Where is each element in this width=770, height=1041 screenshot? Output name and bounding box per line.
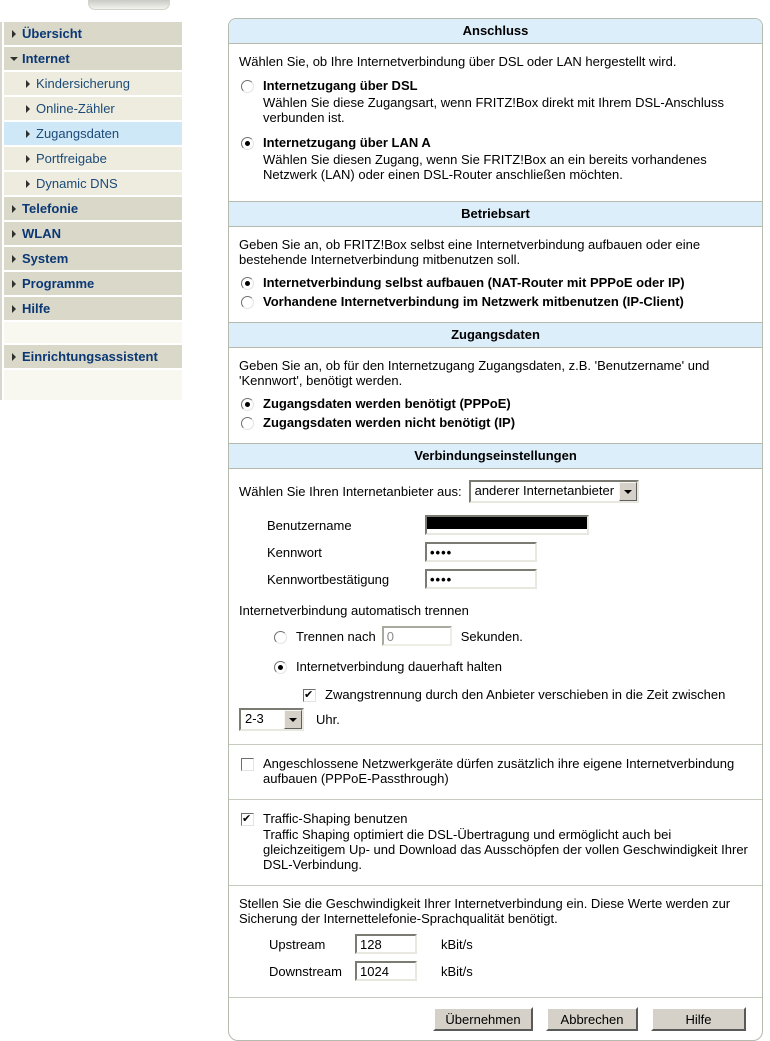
option-label: Internetzugang über DSL [263,78,418,93]
sidebar-item-zugangsdaten[interactable] [4,122,182,145]
chevron-right-icon [26,130,30,138]
chevron-right-icon [26,80,30,88]
radio-internetzugang-lan[interactable] [241,137,254,150]
sidebar-item-system[interactable] [4,247,182,270]
checkbox-pppoe-passthrough[interactable] [241,758,254,771]
provider-select-value: anderer Internetanbieter [474,483,615,498]
zugangsdaten-intro-text: Geben Sie an, ob für den Internetzugang Zugangsdaten, z.B. 'Benutzername' und 'Kennwort', benötigt werden. [239,358,710,388]
sidebar-spacer [4,370,182,400]
chevron-right-icon [26,105,30,113]
option-label: Internetzugang über LAN A [263,135,431,150]
sidebar-item-label: Einrichtungsassistent [22,349,158,364]
chevron-right-icon [12,230,16,238]
section-header-verbindungseinstellungen: Verbindungseinstellungen [229,443,762,469]
option-nat-router [239,275,752,290]
forced-disconnect-time-row [239,708,752,731]
provider-select[interactable] [469,480,639,503]
disconnect-after-row [272,626,752,646]
forced-disconnect-suffix: Uhr. [316,712,340,727]
password-confirm-row [267,569,752,589]
sidebar-item-internet[interactable] [4,47,182,70]
password-label: Kennwort [267,544,322,560]
sidebar-item-label: Dynamic DNS [36,176,118,191]
chevron-down-icon [10,57,18,61]
sidebar-item-label: Online-Zähler [36,101,115,116]
downstream-unit: kBit/s [441,963,473,979]
chevron-right-icon [12,255,16,263]
traffic-shaping-desc: Traffic Shaping optimiert die DSL-Übertragung und ermöglicht auch bei gleichzeitigem Up- und Download das Ausschöpfen der vollen Geschwindigkeit Ihrer DSL-Verbindung. [263,827,748,872]
section-header-anschluss: Anschluss [229,19,762,44]
option-label: Zugangsdaten werden nicht benötigt (IP) [263,415,516,430]
section-verbindungseinstellungen [229,469,762,744]
fritzbox-logo-fragment [88,0,170,10]
radio-dauerhaft-halten[interactable] [274,661,287,674]
auto-disconnect-label: Internetverbindung automatisch trennen [239,603,469,618]
chevron-right-icon [12,353,16,361]
radio-ip-client[interactable] [241,296,254,309]
chevron-right-icon [26,180,30,188]
provider-row [239,480,752,503]
sidebar-item-hilfe[interactable] [4,297,182,320]
main-panel [228,18,763,1041]
traffic-shaping-block [229,800,762,885]
apply-button[interactable]: Übernehmen [433,1007,533,1031]
option-ip [239,415,752,430]
sidebar-item-label: Hilfe [22,301,51,316]
sidebar-item-uebersicht[interactable] [4,22,182,45]
sidebar-item-wlan[interactable] [4,222,182,245]
sidebar-item-label: Zugangsdaten [36,126,120,141]
checkbox-traffic-shaping[interactable] [241,813,254,826]
password-input[interactable] [425,542,537,562]
forced-disconnect-label: Zwangstrennung durch den Anbieter verschieben in die Zeit zwischen [325,687,726,702]
username-row [267,515,752,535]
section-header-zugangsdaten: Zugangsdaten [229,322,762,348]
downstream-row [269,961,752,981]
traffic-shaping-label: Traffic-Shaping benutzen [263,811,408,826]
disconnect-seconds-input[interactable] [382,626,452,646]
sidebar-item-portfreigabe[interactable] [4,147,182,170]
upstream-label: Upstream [269,936,326,952]
keep-alive-label: Internetverbindung dauerhaft halten [296,659,502,674]
chevron-right-icon [12,305,16,313]
chevron-right-icon [12,205,16,213]
speed-block [229,886,762,997]
sidebar-item-label: Kindersicherung [36,76,130,91]
radio-zugangsdaten-nicht-benoetigt[interactable] [241,417,254,430]
username-label: Benutzername [267,517,352,533]
option-label: Internetverbindung selbst aufbauen (NAT-Router mit PPPoE oder IP) [263,275,685,290]
sidebar-item-label: Telefonie [22,201,79,216]
radio-trennen-nach[interactable] [274,631,287,644]
sidebar-item-label: WLAN [22,226,61,241]
radio-zugangsdaten-benoetigt[interactable] [241,398,254,411]
password-confirm-input[interactable] [425,569,537,589]
option-desc: Wählen Sie diesen Zugang, wenn Sie FRITZ!Box an ein bereits vorhandenes Netzwerk (LAN) oder einen DSL-Router anschließen möchten. [263,152,707,182]
radio-selbst-aufbauen[interactable] [241,277,254,290]
option-desc: Wählen Sie diese Zugangsart, wenn FRITZ!Box direkt mit Ihrem DSL-Anschluss verbunden ist. [263,95,724,125]
forced-disconnect-row [301,687,752,702]
sidebar-item-label: Programme [22,276,95,291]
sidebar-nav [0,22,186,400]
passthrough-block [229,745,762,799]
cancel-button[interactable]: Abbrechen [546,1007,638,1031]
option-label: Vorhandene Internetverbindung im Netzwerk mitbenutzen (IP-Client) [263,294,684,309]
traffic-shaping-row [239,811,752,872]
dropdown-arrow-icon[interactable] [284,710,302,729]
sidebar-item-label: Portfreigabe [36,151,107,166]
password-confirm-label: Kennwortbestätigung [267,571,390,587]
redaction-bar [427,517,587,529]
betriebsart-intro-text: Geben Sie an, ob FRITZ!Box selbst eine Internetverbindung aufbauen oder eine bestehende Internetverbindung mitbenutzen soll. [239,237,701,267]
upstream-input[interactable] [355,934,417,954]
password-row [267,542,752,562]
upstream-row [269,934,752,954]
downstream-input[interactable] [355,961,417,981]
disconnect-after-label: Trennen nach [296,628,376,644]
dropdown-arrow-icon[interactable] [619,482,637,501]
disconnect-after-suffix: Sekunden. [460,628,523,644]
chevron-right-icon [26,155,30,163]
passthrough-row [239,756,752,786]
option-label: Zugangsdaten werden benötigt (PPPoE) [263,396,511,411]
section-header-betriebsart: Betriebsart [229,201,762,227]
keep-alive-row [272,659,752,674]
section-betriebsart [229,227,762,322]
sidebar-item-einrichtungsassistent[interactable] [4,345,182,368]
sidebar-item-online-zaehler[interactable] [4,97,182,120]
sidebar-item-kindersicherung[interactable] [4,72,182,95]
username-input[interactable] [425,515,589,535]
upstream-unit: kBit/s [441,936,473,952]
time-select-value: 2-3 [245,711,264,726]
option-pppoe [239,396,752,411]
sidebar-item-programme[interactable] [4,272,182,295]
section-zugangsdaten [229,348,762,443]
sidebar-item-telefonie[interactable] [4,197,182,220]
anschluss-intro-text: Wählen Sie, ob Ihre Internetverbindung über DSL oder LAN hergestellt wird. [239,54,677,69]
checkbox-zwangstrennung[interactable] [303,689,316,702]
sidebar-item-label: Übersicht [22,26,82,41]
speed-intro-text: Stellen Sie die Geschwindigkeit Ihrer Internetverbindung ein. Diese Werte werden zur Sicherung der Internettelefonie-Sprachqualität benötigt. [239,896,731,926]
help-button[interactable]: Hilfe [651,1007,746,1031]
option-ip-client [239,294,752,309]
radio-internetzugang-dsl[interactable] [241,80,254,93]
button-row [229,998,762,1040]
downstream-label: Downstream [269,963,342,979]
chevron-right-icon [12,280,16,288]
time-select[interactable] [239,708,304,731]
section-anschluss [229,44,762,201]
sidebar-item-label: Internet [22,51,70,66]
sidebar-item-label: System [22,251,69,266]
chevron-right-icon [12,30,16,38]
option-dsl [239,78,752,125]
option-lan [239,135,752,182]
provider-label: Wählen Sie Ihren Internetanbieter aus: [239,484,462,499]
sidebar-item-dynamic-dns[interactable] [4,172,182,195]
sidebar-spacer [4,322,182,343]
passthrough-label: Angeschlossene Netzwerkgeräte dürfen zusätzlich ihre eigene Internetverbindung aufbauen (PPPoE-Passthrough) [263,756,735,786]
